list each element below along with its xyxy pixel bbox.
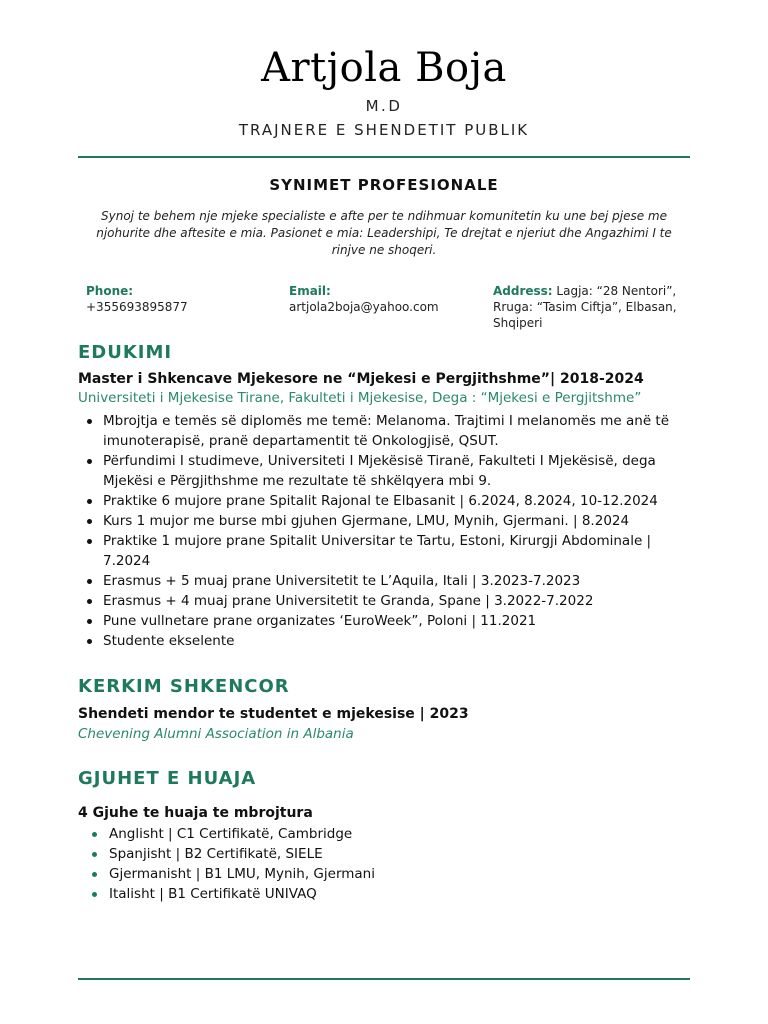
summary-heading: SYNIMET PROFESIONALE — [269, 176, 499, 194]
job-role: TRAJNERE E SHENDETIT PUBLIK — [238, 121, 530, 139]
research-title: Shendeti mendor te studentet e mjekesise | 2023 — [78, 706, 469, 722]
list-item: Italisht | B1 Certifikatë UNIVAQ — [78, 884, 698, 904]
phone-value: +355693895877 — [86, 300, 188, 314]
list-item: Spanjisht | B2 Certifikatë, SIELE — [78, 844, 698, 864]
bottom-divider — [78, 978, 690, 980]
education-heading: EDUKIMI — [78, 342, 173, 363]
phone-label: Phone: — [86, 284, 134, 298]
list-item: Mbrojtja e temës së diplomës me temë: Melanoma. Trajtimi I melanomës me anë të imunoterapisë, pranë departamentit të Onkologjisë, QSUT. — [78, 411, 698, 451]
list-item: Erasmus + 4 muaj prane Universitetit te Granda, Spane | 3.2022-7.2022 — [78, 591, 698, 611]
address-value: Lagja: “28 Nentori”, Rruga: “Tasim Ciftja”, Elbasan, Shqiperi — [493, 284, 677, 330]
list-item: Praktike 6 mujore prane Spitalit Rajonal te Elbasanit | 6.2024, 8.2024, 10-12.2024 — [78, 491, 698, 511]
resume-name: Artjola Boja — [261, 45, 507, 91]
contact-address — [493, 283, 693, 331]
contact-email — [289, 283, 479, 315]
education-institution: Universiteti i Mjekesise Tirane, Fakulteti i Mjekesise, Dega : “Mjekesi e Pergjitshme” — [78, 390, 642, 406]
languages-list — [78, 824, 698, 904]
languages-heading: GJUHET E HUAJA — [78, 768, 257, 789]
languages-title: 4 Gjuhe te huaja te mbrojtura — [78, 805, 313, 821]
education-degree-title: Master i Shkencave Mjekesore ne “Mjekesi e Pergjithshme”| 2018-2024 — [78, 371, 644, 387]
list-item: Përfundimi I studimeve, Universiteti I Mjekësisë Tiranë, Fakulteti I Mjekësisë, dega Mjekësi e Përgjithshme me rezultate të shkëlqyera mbi 9. — [78, 451, 698, 491]
list-item: Gjermanisht | B1 LMU, Mynih, Gjermani — [78, 864, 698, 884]
list-item: Erasmus + 5 muaj prane Universitetit te L’Aquila, Itali | 3.2023-7.2023 — [78, 571, 698, 591]
research-heading: KERKIM SHKENCOR — [78, 676, 290, 697]
email-label: Email: — [289, 284, 331, 298]
degree-title: M.D — [365, 97, 403, 115]
list-item: Pune vullnetare prane organizates ‘EuroWeek”, Poloni | 11.2021 — [78, 611, 698, 631]
research-organization: Chevening Alumni Association in Albania — [78, 726, 354, 742]
summary-text: Synoj te behem nje mjeke specialiste e afte per te ndihmuar komunitetin ku une bej pjese me njohurite dhe aftesite e mia. Pasionet e mia: Leadershipi, Te drejtat e njeriut dhe Angazhimi I te rinjve ne shoqeri. — [96, 209, 672, 257]
top-divider — [78, 156, 690, 158]
education-list — [78, 411, 698, 651]
address-label: Address: — [493, 284, 553, 298]
list-item: Studente ekselente — [78, 631, 698, 651]
email-value: artjola2boja@yahoo.com — [289, 300, 439, 314]
contact-phone — [86, 283, 276, 315]
list-item: Anglisht | C1 Certifikatë, Cambridge — [78, 824, 698, 844]
list-item: Kurs 1 mujor me burse mbi gjuhen Gjermane, LMU, Mynih, Gjermani. | 8.2024 — [78, 511, 698, 531]
list-item: Praktike 1 mujore prane Spitalit Universitar te Tartu, Estoni, Kirurgji Abdominale | 7.2024 — [78, 531, 698, 571]
